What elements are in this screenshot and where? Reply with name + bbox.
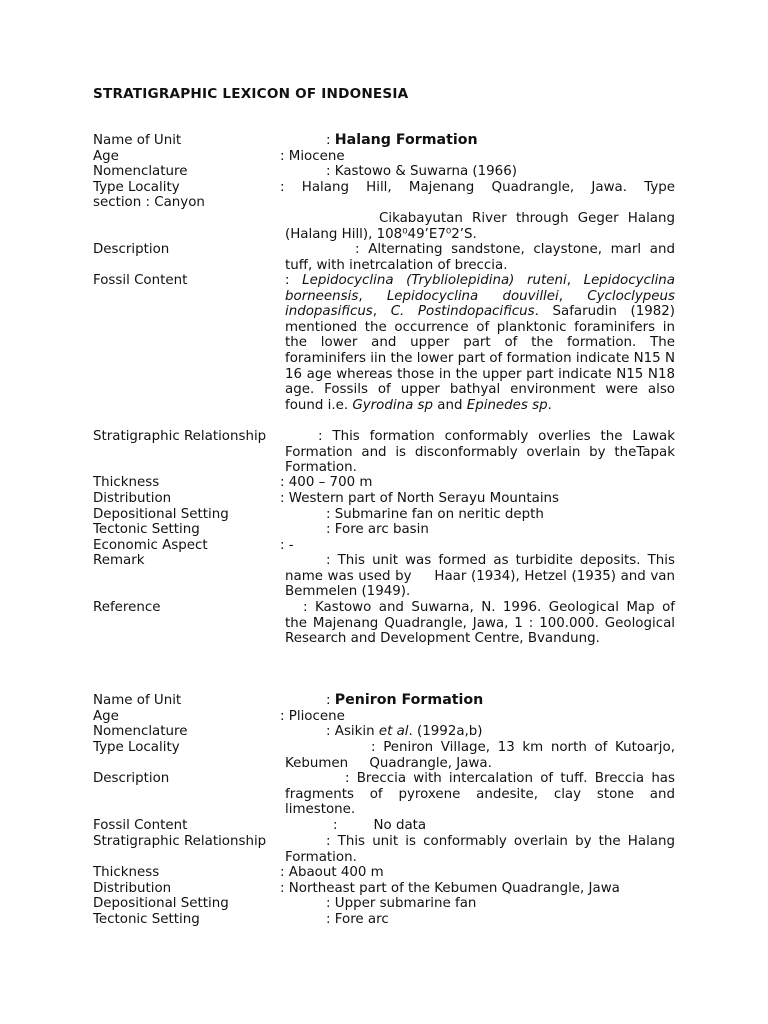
label-description: Description <box>93 242 170 257</box>
value-fossil-content-2: : No data <box>333 818 427 833</box>
label-fossil-content-2: Fossil Content <box>93 818 188 833</box>
value-description: : Alternating sandstone, claystone, marl and tuff, with inetrcalation of breccia. <box>285 242 675 273</box>
label-type-locality-cont: section : Canyon <box>93 195 205 210</box>
value-name-of-unit-2: : Peniron Formation <box>326 692 484 708</box>
label-depositional-setting-2: Depositional Setting <box>93 896 229 911</box>
label-name-of-unit: Name of Unit <box>93 133 182 148</box>
label-type-locality: Type Locality <box>93 180 180 195</box>
value-distribution-2: : Northeast part of the Kebumen Quadrangle, Jawa <box>280 881 620 896</box>
label-tectonic-setting-2: Tectonic Setting <box>93 912 200 927</box>
value-stratigraphic-relationship-2: : This unit is conformably overlain by the Halang Formation. <box>285 834 675 865</box>
value-nomenclature: : Kastowo & Suwarna (1966) <box>326 164 517 179</box>
value-age: : Miocene <box>280 149 345 164</box>
label-thickness: Thickness <box>93 475 160 490</box>
label-fossil-content: Fossil Content <box>93 273 188 288</box>
label-thickness-2: Thickness <box>93 865 160 880</box>
label-distribution-2: Distribution <box>93 881 172 896</box>
value-distribution: : Western part of North Serayu Mountains <box>280 491 560 506</box>
label-age-2: Age <box>93 709 119 724</box>
label-age: Age <box>93 149 119 164</box>
value-reference: : Kastowo and Suwarna, N. 1996. Geological Map of the Majenang Quadrangle, Jawa, 1 : 100.000. Geological Research and Development Centre, Bvandung. <box>285 600 675 647</box>
document-title: STRATIGRAPHIC LEXICON OF INDONESIA <box>93 86 409 102</box>
value-fossil-content: : Lepidocyclina (Trybliolepidina) ruteni, Lepidocyclina borneensis, Lepidocyclina douvillei, Cycloclypeus indopasificus, C. Postindopacificus. Safarudin (1982) mentioned the occurrence of planktonic foraminifers in the lower and upper part of the formation. The foraminifers iin the lower part of formation indicate N15 N 16 age whereas those in the upper part indicate N15 N18 age. Fossils of upper bathyal environment were also found i.e. Gyrodina sp and Epinedes sp. <box>285 273 676 413</box>
label-reference: Reference <box>93 600 161 615</box>
label-stratigraphic-relationship: Stratigraphic Relationship <box>93 429 267 444</box>
unit-name: Halang Formation <box>334 132 478 148</box>
value-tectonic-setting: : Fore arc basin <box>326 522 429 537</box>
label-depositional-setting: Depositional Setting <box>93 507 229 522</box>
label-nomenclature-2: Nomenclature <box>93 724 188 739</box>
value-remark: : This unit was formed as turbidite deposits. This name was used by Haar (1934), Hetzel (1935) and van Bemmelen (1949). <box>285 553 680 600</box>
value-type-locality: : Halang Hill, Majenang Quadrangle, Jawa. Type <box>280 180 675 195</box>
value-depositional-setting-2: : Upper submarine fan <box>326 896 477 911</box>
value-tectonic-setting-2: : Fore arc <box>326 912 389 927</box>
value-economic-aspect: : - <box>280 538 294 553</box>
value-stratigraphic-relationship: : This formation conformably overlies the Lawak Formation and is disconformably overlain by theTapak Formation. <box>285 429 675 476</box>
label-tectonic-setting: Tectonic Setting <box>93 522 200 537</box>
value-thickness: : 400 – 700 m <box>280 475 373 490</box>
value-description-2: : Breccia with intercalation of tuff. Breccia has fragments of pyroxene andesite, clay stone and limestone. <box>285 771 675 818</box>
value-name-of-unit: : Halang Formation <box>326 132 478 148</box>
value-nomenclature-2: : Asikin et al. (1992a,b) <box>326 724 483 739</box>
value-type-locality-2: : Peniron Village, 13 km north of Kutoarjo, Kebumen Quadrangle, Jawa. <box>285 740 680 771</box>
value-age-2: : Pliocene <box>280 709 345 724</box>
label-nomenclature: Nomenclature <box>93 164 188 179</box>
value-thickness-2: : Abaout 400 m <box>280 865 384 880</box>
label-stratigraphic-relationship-2: Stratigraphic Relationship <box>93 834 267 849</box>
label-remark: Remark <box>93 553 145 568</box>
label-description-2: Description <box>93 771 170 786</box>
label-distribution: Distribution <box>93 491 172 506</box>
unit-name-2: Peniron Formation <box>334 692 484 708</box>
label-economic-aspect: Economic Aspect <box>93 538 208 553</box>
value-depositional-setting: : Submarine fan on neritic depth <box>326 507 544 522</box>
label-name-of-unit-2: Name of Unit <box>93 693 182 708</box>
label-type-locality-2: Type Locality <box>93 740 180 755</box>
value-type-locality-cont: Cikabayutan River through Geger Halang (Halang Hill), 108⁰49’E7⁰2’S. <box>285 211 675 242</box>
